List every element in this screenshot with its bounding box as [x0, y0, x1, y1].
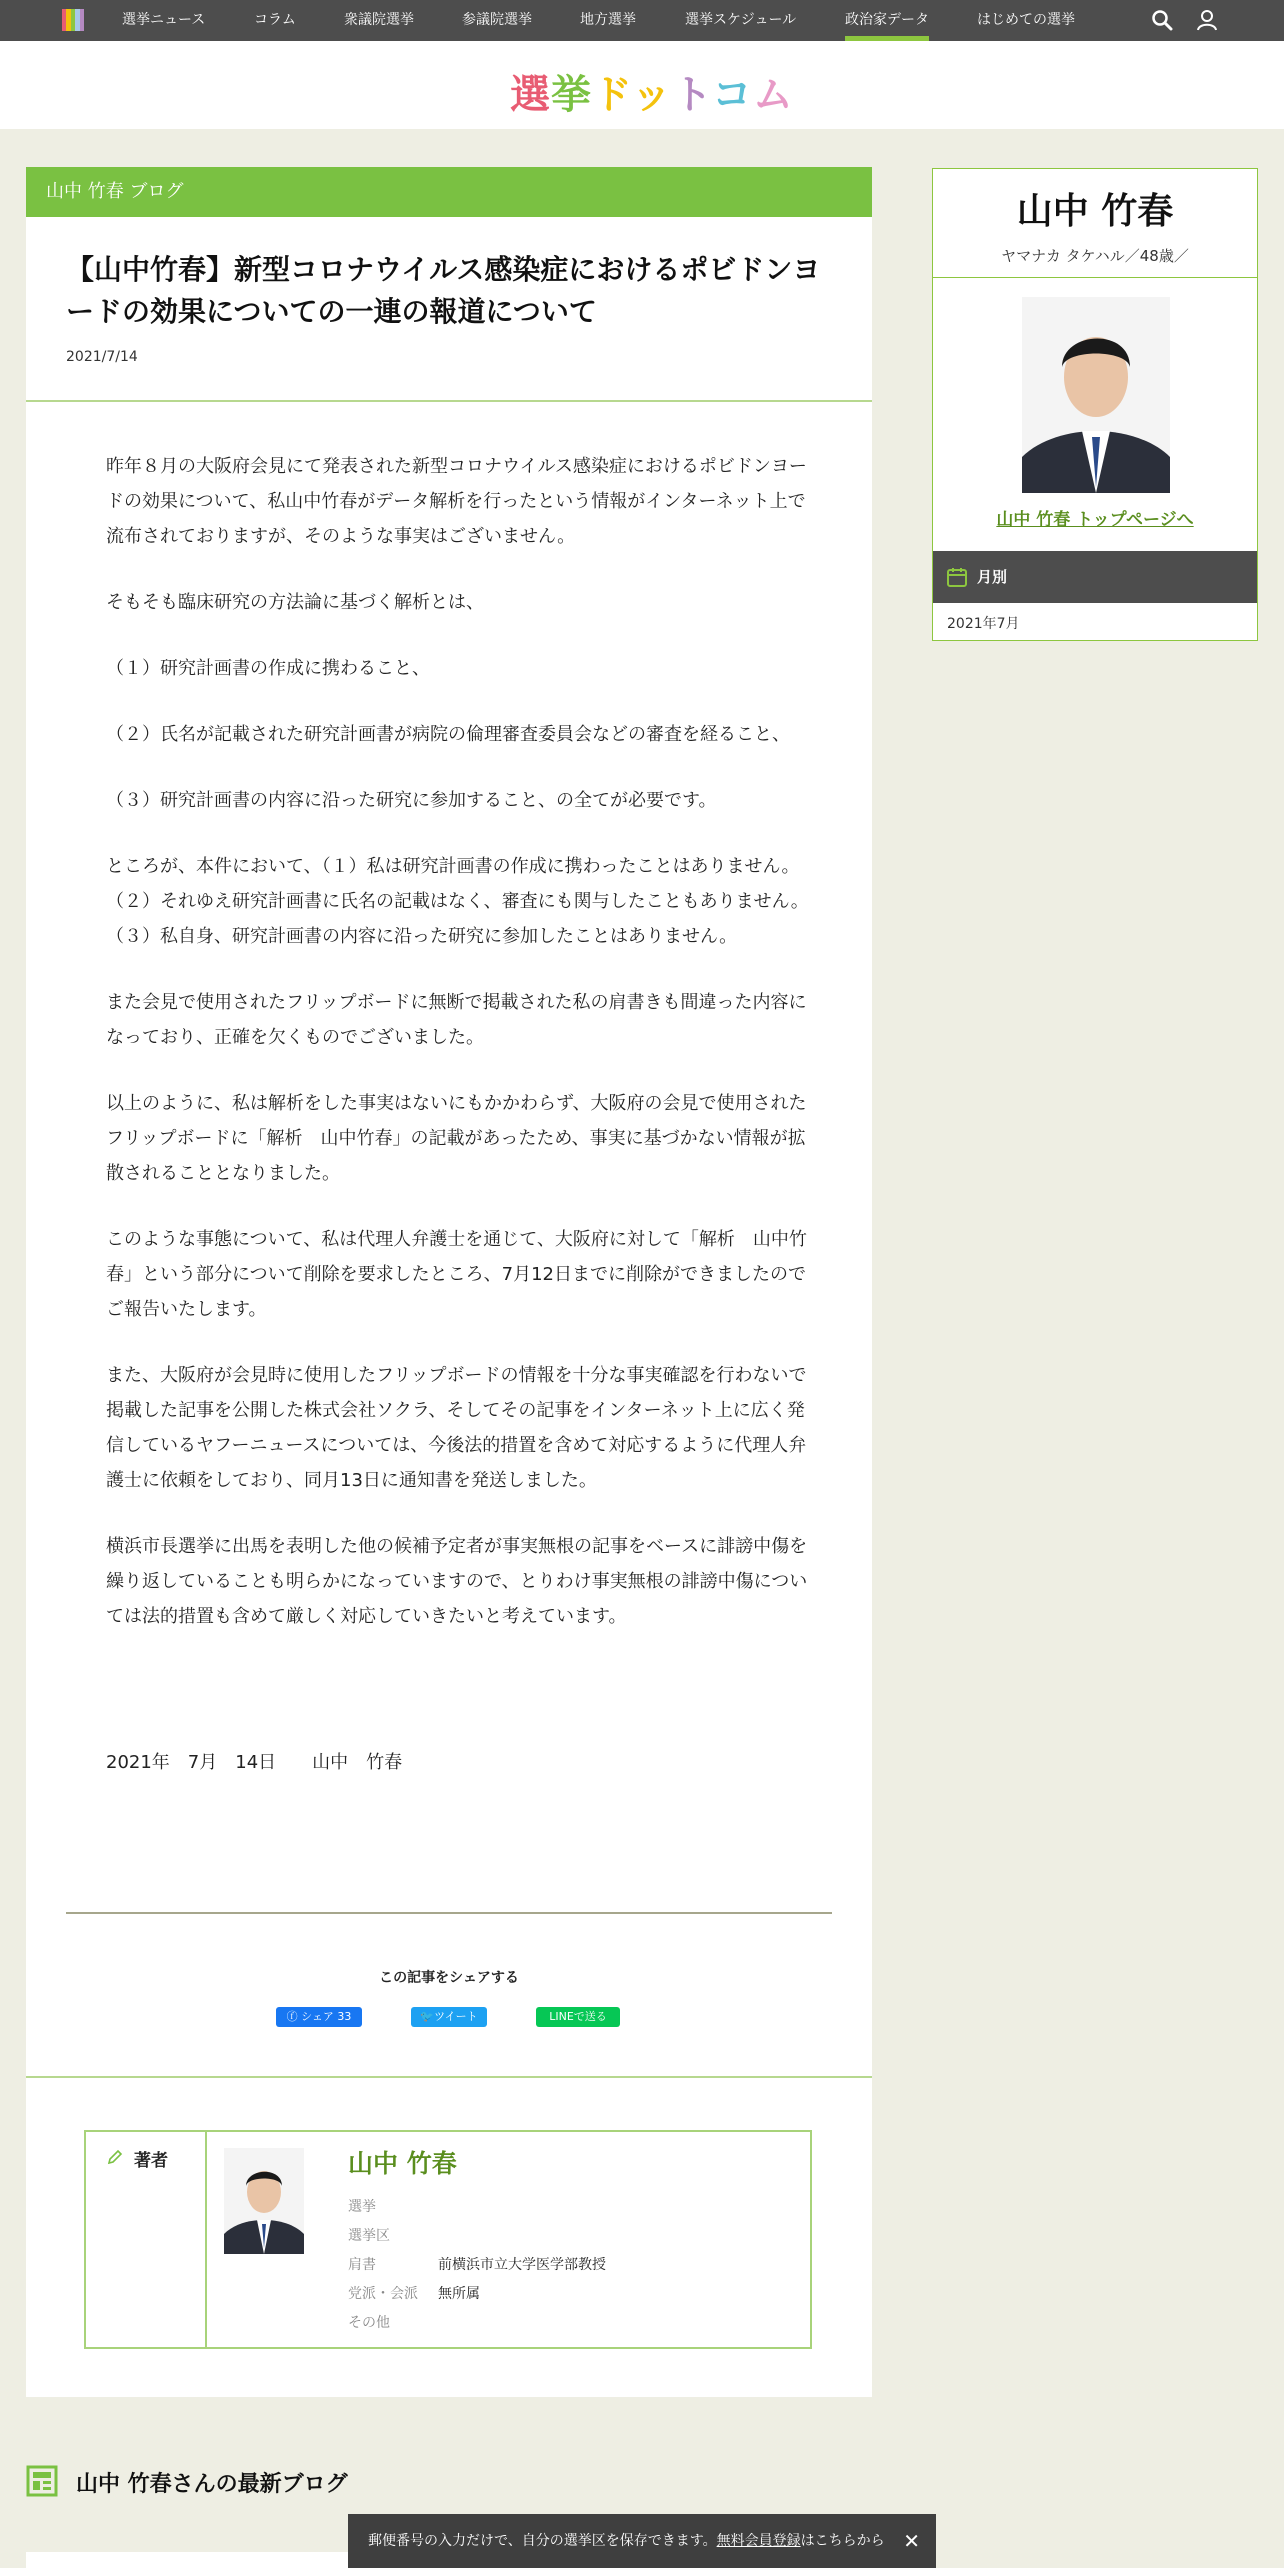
- article-paragraph: また、大阪府が会見時に使用したフリップボードの情報を十分な事実確認を行わないで掲載した記事を公開した株式会社ソクラ、そしてその記事をインターネット上に広く発信しているヤフーニュースについては、今後法的措置を含めて対応するように代理人弁護士に依頼をしており、同月13日に通知書を発送しました。: [106, 1365, 807, 1491]
- twitter-share-button[interactable]: 🐦ツイート: [411, 2007, 487, 2027]
- register-banner: [348, 2514, 936, 2568]
- nav-item-schedule[interactable]: 選挙スケジュール: [685, 12, 797, 28]
- author-heading: 著者: [134, 2151, 168, 2171]
- author-row-district: 選挙区: [348, 2228, 390, 2244]
- register-link[interactable]: 無料会員登録: [716, 2533, 801, 2549]
- close-icon[interactable]: ✕: [903, 2529, 920, 2553]
- article-paragraph: （２）氏名が記載された研究計画書が病院の倫理審査委員会などの審査を経ること、: [106, 724, 790, 745]
- site-mini-logo[interactable]: [62, 9, 84, 31]
- article-paragraph: このような事態について、私は代理人弁護士を通じて、大阪府に対して「解析 山中竹春」という部分について削除を要求したところ、7月12日までに削除ができましたのでご報告いたします。: [106, 1229, 807, 1320]
- facebook-icon: ⓕ: [286, 2010, 302, 2023]
- blog-list-icon: [26, 2465, 58, 2497]
- article-card: [26, 167, 872, 2397]
- politician-top-link[interactable]: 山中 竹春 トップページへ: [996, 510, 1194, 530]
- monthly-archive-item[interactable]: 2021年7月: [947, 616, 1020, 632]
- monthly-archive-title: 月別: [977, 568, 1008, 586]
- latest-blogs-title: 山中 竹春さんの最新ブログ: [76, 2472, 348, 2497]
- article-paragraph: また会見で使用されたフリップボードに無断で掲載された私の肩書きも間違った内容になっており、正確を欠くものでございました。: [106, 992, 807, 1048]
- pen-icon: [106, 2148, 124, 2166]
- nav-item-first-election[interactable]: はじめての選挙: [977, 12, 1075, 28]
- divider: [933, 277, 1257, 278]
- site-header: [0, 41, 1284, 129]
- politician-sidebar: [932, 168, 1258, 641]
- article-paragraph: ところが、本件において、（１）私は研究計画書の作成に携わったことはありません。（２）それゆえ研究計画書に氏名の記載はなく、審査にも関与したこともありません。（３）私自身、研究計画書の内容に沿った研究に参加したことはありません。: [106, 856, 809, 947]
- author-box: [84, 2130, 812, 2349]
- user-icon[interactable]: [1195, 8, 1219, 32]
- article-date: 2021/7/14: [66, 349, 138, 365]
- article-paragraph: 横浜市長選挙に出馬を表明した他の候補予定者が事実無根の記事をベースに誹謗中傷を繰り返していることも明らかになっていますので、とりわけ事実無根の誹謗中傷については法的措置も含めて厳しく対応していきたいと考えています。: [106, 1536, 808, 1627]
- politician-name: 山中 竹春: [1016, 191, 1174, 232]
- article-paragraph: 昨年８月の大阪府会見にて発表された新型コロナウイルス感染症におけるポビドンヨードの効果について、私山中竹春がデータ解析を行ったという情報がインターネット上で流布されておりますが、そのような事実はございません。: [106, 456, 807, 547]
- article-body: [106, 449, 816, 1665]
- divider: [66, 1912, 832, 1914]
- author-name[interactable]: 山中 竹春: [348, 2149, 457, 2178]
- author-row-title: 肩書 前横浜市立大学医学部教授: [348, 2257, 606, 2273]
- author-row-party: 党派・会派 無所属: [348, 2286, 480, 2302]
- calendar-icon: [945, 565, 969, 589]
- politician-kana: ヤマナカ タケハル／48歳／: [1001, 247, 1189, 265]
- top-nav: [0, 0, 1284, 41]
- blog-label[interactable]: 山中 竹春 ブログ: [26, 167, 872, 217]
- banner-text-suffix: はこちらから: [800, 2533, 885, 2549]
- author-heading-cell: [86, 2132, 207, 2347]
- line-share-button[interactable]: LINEで送る: [536, 2007, 620, 2027]
- nav-item-upper-house[interactable]: 参議院選挙: [462, 12, 532, 28]
- article-signature: 2021年 7月 14日 山中 竹春: [106, 1752, 403, 1773]
- share-title: この記事をシェアする: [379, 1970, 519, 1986]
- search-icon[interactable]: [1150, 8, 1174, 32]
- article-paragraph: （１）研究計画書の作成に携わること、: [106, 658, 430, 679]
- nav-item-lower-house[interactable]: 衆議院選挙: [344, 12, 414, 28]
- author-row-other: その他: [348, 2315, 390, 2331]
- author-photo[interactable]: [224, 2148, 304, 2254]
- author-row-election: 選挙: [348, 2199, 376, 2215]
- twitter-icon: 🐦: [420, 2010, 435, 2023]
- nav-item-election-news[interactable]: 選挙ニュース: [122, 12, 206, 28]
- divider: [26, 2076, 872, 2078]
- politician-photo[interactable]: [1022, 297, 1170, 493]
- brand-logo[interactable]: 選挙ドットコム: [510, 72, 794, 118]
- article-paragraph: 以上のように、私は解析をした事実はないにもかかわらず、大阪府の会見で使用されたフリップボードに「解析 山中竹春」の記載があったため、事実に基づかない情報が拡散されることとなりました。: [106, 1093, 807, 1184]
- divider: [26, 400, 872, 402]
- article-paragraph: そもそも臨床研究の方法論に基づく解析とは、: [106, 592, 484, 613]
- nav-item-politician-data[interactable]: 政治家データ: [845, 0, 929, 41]
- nav-item-local-election[interactable]: 地方選挙: [580, 12, 636, 28]
- article-title: 【山中竹春】新型コロナウイルス感染症におけるポビドンヨードの効果についての一連の報道について: [66, 253, 821, 328]
- nav-item-column[interactable]: コラム: [254, 12, 296, 28]
- article-paragraph: （３）研究計画書の内容に沿った研究に参加すること、の全てが必要です。: [106, 790, 717, 811]
- banner-text: 郵便番号の入力だけで、自分の選挙区を保存できます。: [368, 2533, 717, 2549]
- monthly-archive-header: [933, 551, 1257, 603]
- facebook-share-button[interactable]: ⓕ シェア 33: [276, 2007, 362, 2027]
